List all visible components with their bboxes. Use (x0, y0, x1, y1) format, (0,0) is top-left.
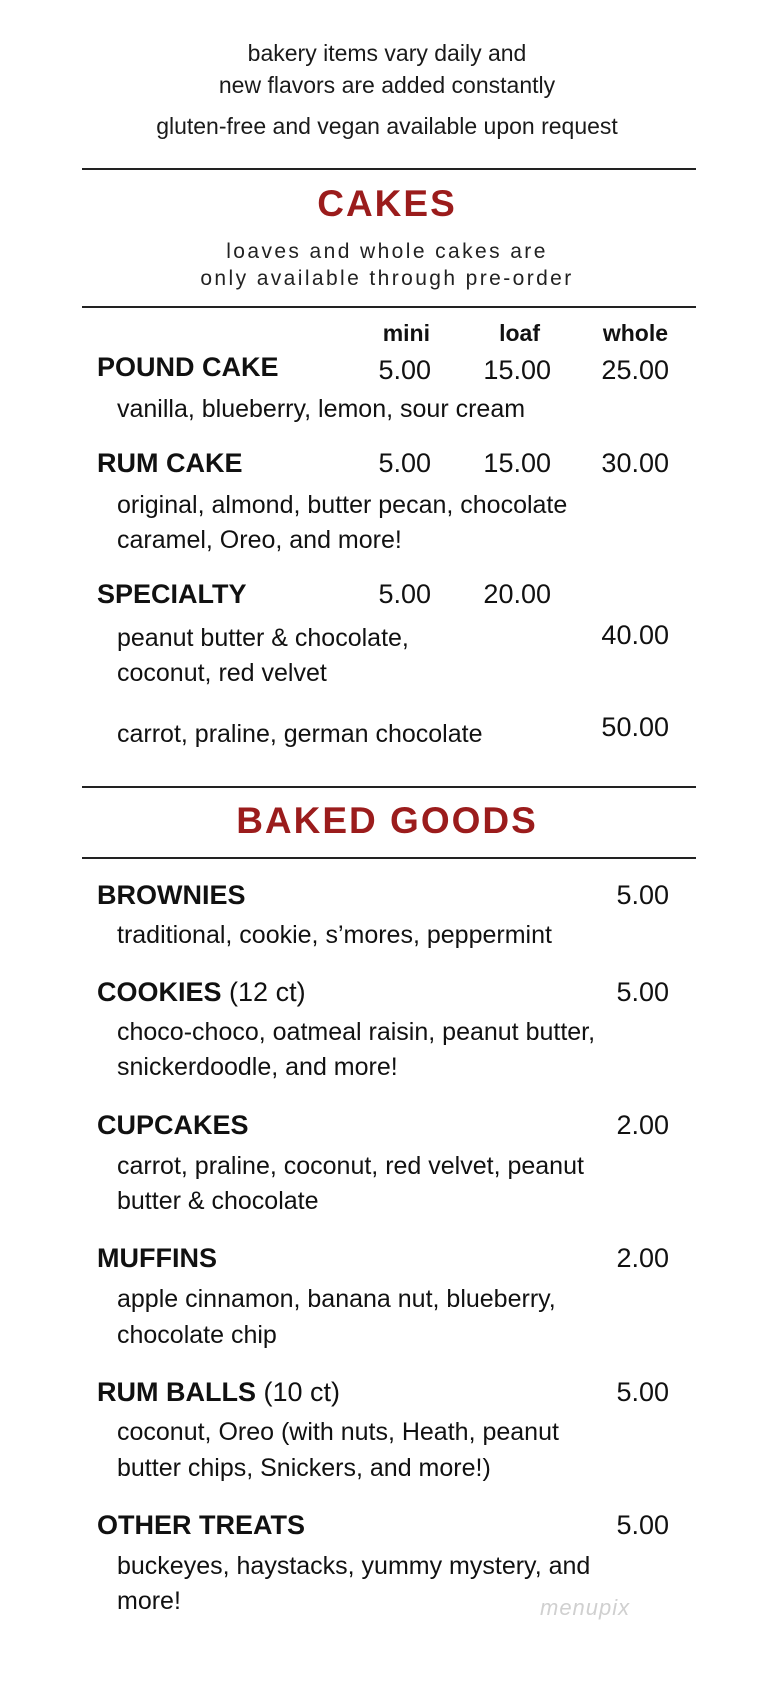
desc-cookies-line-1: choco-choco, oatmeal raisin, peanut butter, (117, 1018, 596, 1046)
divider-cakes (82, 306, 696, 308)
desc-cookies-line-2: snickerdoodle, and more! (117, 1053, 398, 1081)
item-title-cookies: COOKIES (97, 977, 222, 1007)
intro-line-1: bakery items vary daily and (247, 40, 527, 66)
price-other-treats: 5.00 (616, 1510, 669, 1540)
cakes-title: CAKES (317, 183, 457, 224)
baked-goods-title: BAKED GOODS (236, 800, 538, 841)
cakes-note-line-1: loaves and whole cakes are (226, 240, 548, 263)
desc-brownies: traditional, cookie, s’mores, peppermint (117, 921, 552, 949)
column-loaf: loaf (499, 320, 540, 346)
price-rum-balls: 5.00 (616, 1377, 669, 1407)
item-name-muffins: MUFFINS (97, 1243, 217, 1273)
desc-other-treats-line-1: buckeyes, haystacks, yummy mystery, and (117, 1552, 591, 1580)
watermark: menupix (540, 1595, 631, 1620)
desc-cupcakes-line-2: butter & chocolate (117, 1187, 319, 1215)
desc-rum-balls-line-2: butter chips, Snickers, and more!) (117, 1454, 491, 1482)
price-pound-mini: 5.00 (378, 355, 431, 385)
price-specialty-mini: 5.00 (378, 579, 431, 609)
item-title-rum-balls: RUM BALLS (97, 1377, 256, 1407)
item-name-cookies (97, 977, 306, 1008)
price-pound-loaf: 15.00 (483, 355, 551, 385)
desc-rum-balls-line-1: coconut, Oreo (with nuts, Heath, peanut (117, 1418, 559, 1446)
price-specialty-option-2: 50.00 (601, 712, 669, 742)
desc-rum-cake-line-2: caramel, Oreo, and more! (117, 526, 402, 554)
cakes-note-line-2: only available through pre-order (200, 267, 574, 290)
desc-other-treats-line-2: more! (117, 1587, 181, 1615)
price-rum-whole: 30.00 (601, 448, 669, 478)
item-name-pound-cake: POUND CAKE (97, 352, 279, 382)
divider-baked (82, 857, 696, 859)
desc-specialty-option-1-line-1: peanut butter & chocolate, (117, 624, 409, 652)
intro-line-2: new flavors are added constantly (218, 72, 556, 98)
item-qty-rum-balls: (10 ct) (263, 1377, 341, 1407)
price-cupcakes: 2.00 (616, 1110, 669, 1140)
desc-muffins-line-2: chocolate chip (117, 1321, 277, 1349)
price-muffins: 2.00 (616, 1243, 669, 1273)
item-name-other-treats: OTHER TREATS (97, 1510, 305, 1540)
price-pound-whole: 25.00 (601, 355, 669, 385)
item-name-cupcakes: CUPCAKES (97, 1110, 249, 1140)
price-rum-loaf: 15.00 (483, 448, 551, 478)
desc-specialty-option-1-line-2: coconut, red velvet (117, 659, 327, 687)
item-name-rum-balls (97, 1377, 340, 1408)
price-rum-mini: 5.00 (378, 448, 431, 478)
desc-cupcakes-line-1: carrot, praline, coconut, red velvet, peanut (117, 1152, 584, 1180)
item-qty-cookies: (12 ct) (229, 977, 306, 1007)
divider-baked-top (82, 786, 696, 788)
item-name-brownies: BROWNIES (97, 880, 246, 910)
desc-pound-cake: vanilla, blueberry, lemon, sour cream (117, 395, 526, 423)
item-name-rum-cake: RUM CAKE (97, 448, 243, 478)
intro-line-3: gluten-free and vegan available upon request (156, 113, 618, 139)
price-cookies: 5.00 (616, 977, 669, 1007)
price-specialty-option-1: 40.00 (601, 620, 669, 650)
desc-muffins-line-1: apple cinnamon, banana nut, blueberry, (117, 1285, 556, 1313)
column-mini: mini (382, 320, 430, 346)
divider-top (82, 168, 696, 170)
desc-specialty-option-2: carrot, praline, german chocolate (117, 720, 483, 748)
price-brownies: 5.00 (616, 880, 669, 910)
price-specialty-loaf: 20.00 (483, 579, 551, 609)
desc-rum-cake-line-1: original, almond, butter pecan, chocolate (117, 491, 568, 519)
column-whole: whole (602, 320, 668, 346)
item-name-specialty: SPECIALTY (97, 579, 247, 609)
